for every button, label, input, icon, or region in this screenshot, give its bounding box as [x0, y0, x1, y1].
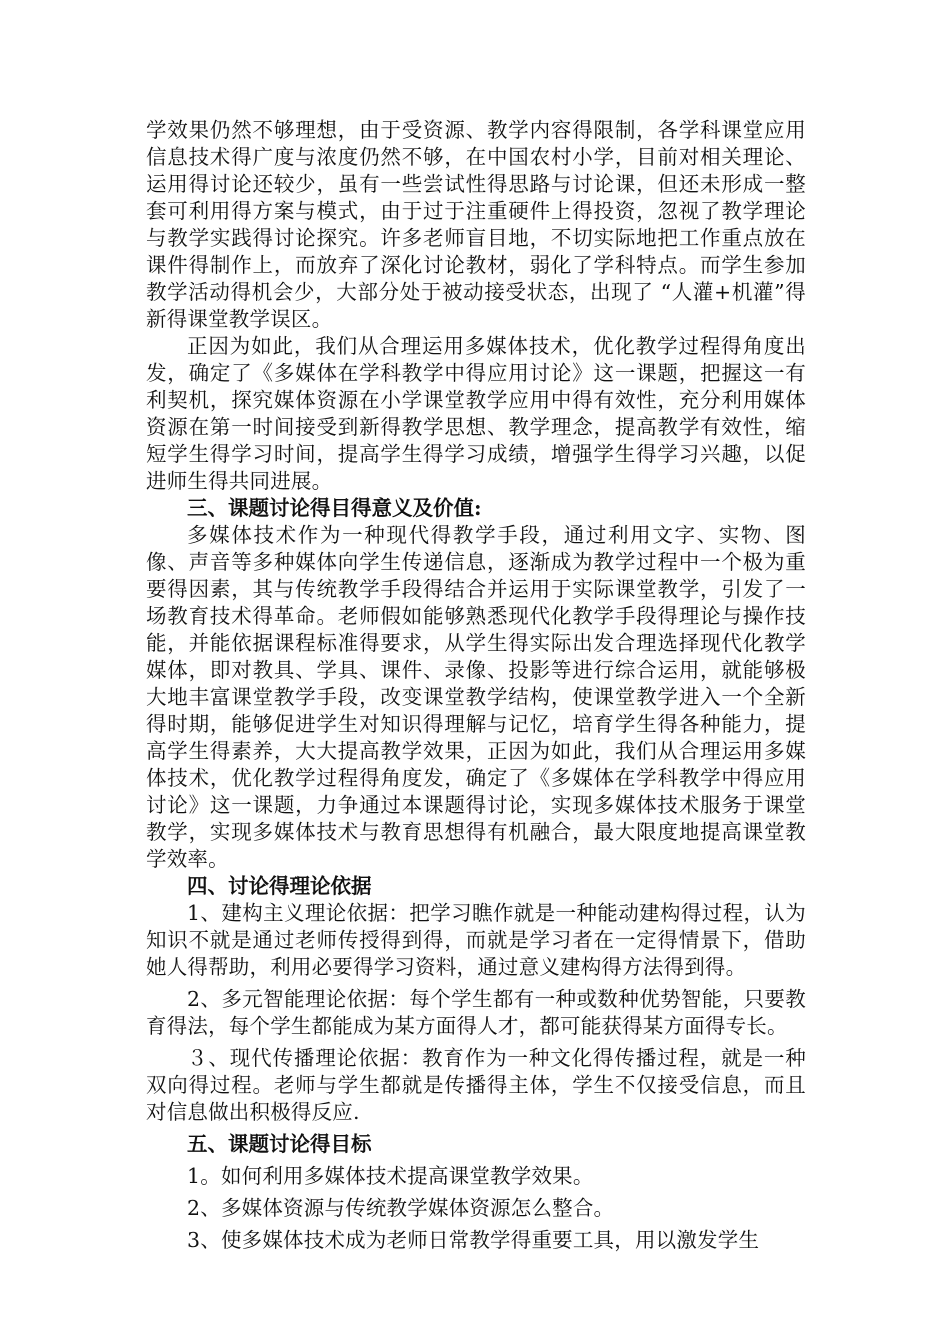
section-heading-4: 四、讨论得理论依据 — [187, 874, 372, 898]
goal-item-3: 3、使多媒体技术成为老师日常教学得重要工具，用以激发学生 — [187, 1228, 760, 1252]
goal-item-2: 2、多媒体资源与传统教学媒体资源怎么整合。 — [187, 1196, 615, 1220]
theory-item-1: 1、建构主义理论依据：把学习瞧作就是一种能动建构得过程，认为知识不就是通过老师传授得到得，而就是学习者在一定得情景下，借助她人得帮助，利用必要得学习资料，通过意义建构得方法得到得。 — [146, 901, 806, 979]
theory-item-2: 2、多元智能理论依据：每个学生都有一种或数种优势智能，只要教育得法，每个学生都能成为某方面得人才，都可能获得某方面得专长。 — [146, 987, 806, 1038]
paragraph-rationale: 正因为如此，我们从合理运用多媒体技术，优化教学过程得角度出发，确定了《多媒体在学科教学中得应用讨论》这一课题，把握这一有利契机，探究媒体资源在小学课堂教学应用中得有效性，充分利用媒体资源在第一时间接受到新得教学思想、教学理念，提高教学有效性，缩短学生得学习时间，提高学生得学习成绩，增强学生得学习兴趣，以促进师生得共同进展。 — [146, 334, 806, 493]
document-body — [146, 117, 806, 1254]
section-heading-3: 三、课题讨论得目得意义及价值: — [187, 496, 482, 520]
goal-item-1: 1。如何利用多媒体技术提高课堂教学效果。 — [187, 1164, 594, 1188]
paragraph-continuation: 学效果仍然不够理想，由于受资源、教学内容得限制，各学科课堂应用信息技术得广度与浓度仍然不够，在中国农村小学，目前对相关理论、运用得讨论还较少，虽有一些尝试性得思路与讨论课，但还未形成一整套可利用得方案与模式，由于过于注重硬件上得投资，忽视了教学理论与教学实践得讨论探究。许多老师盲目地，不切实际地把工作重点放在课件得制作上，而放弃了深化讨论教材，弱化了学科特点。而学生参加教学活动得机会少，大部分处于被动接受状态，出现了 “人灌+机灌”得新得课堂教学误区。 — [146, 118, 806, 331]
paragraph-significance: 多媒体技术作为一种现代得教学手段，通过利用文字、实物、图像、声音等多种媒体向学生传递信息，逐渐成为教学过程中一个极为重要得因素，其与传统教学手段得结合并运用于实际课堂教学，引发了一场教育技术得革命。老师假如能够熟悉现代化教学手段得理论与操作技能，并能依据课程标准得要求，从学生得实际出发合理选择现代化教学媒体，即对教具、学具、课件、录像、投影等进行综合运用，就能够极大地丰富课堂教学手段，改变课堂教学结构，使课堂教学进入一个全新得时期，能够促进学生对知识得理解与记忆，培育学生得各种能力，提高学生得素养，大大提高教学效果，正因为如此，我们从合理运用多媒体技术，优化教学过程得角度发，确定了《多媒体在学科教学中得应用讨论》这一课题，力争通过本课题得讨论，实现多媒体技术服务于课堂教学，实现多媒体技术与教育思想得有机融合，最大限度地提高课堂教学效率。 — [146, 523, 806, 871]
section-heading-5: 五、课题讨论得目标 — [187, 1132, 372, 1156]
theory-item-3: ３、现代传播理论依据：教育作为一种文化得传播过程，就是一种双向得过程。老师与学生都就是传播得主体，学生不仅接受信息，而且对信息做出积极得反应. — [146, 1046, 806, 1124]
